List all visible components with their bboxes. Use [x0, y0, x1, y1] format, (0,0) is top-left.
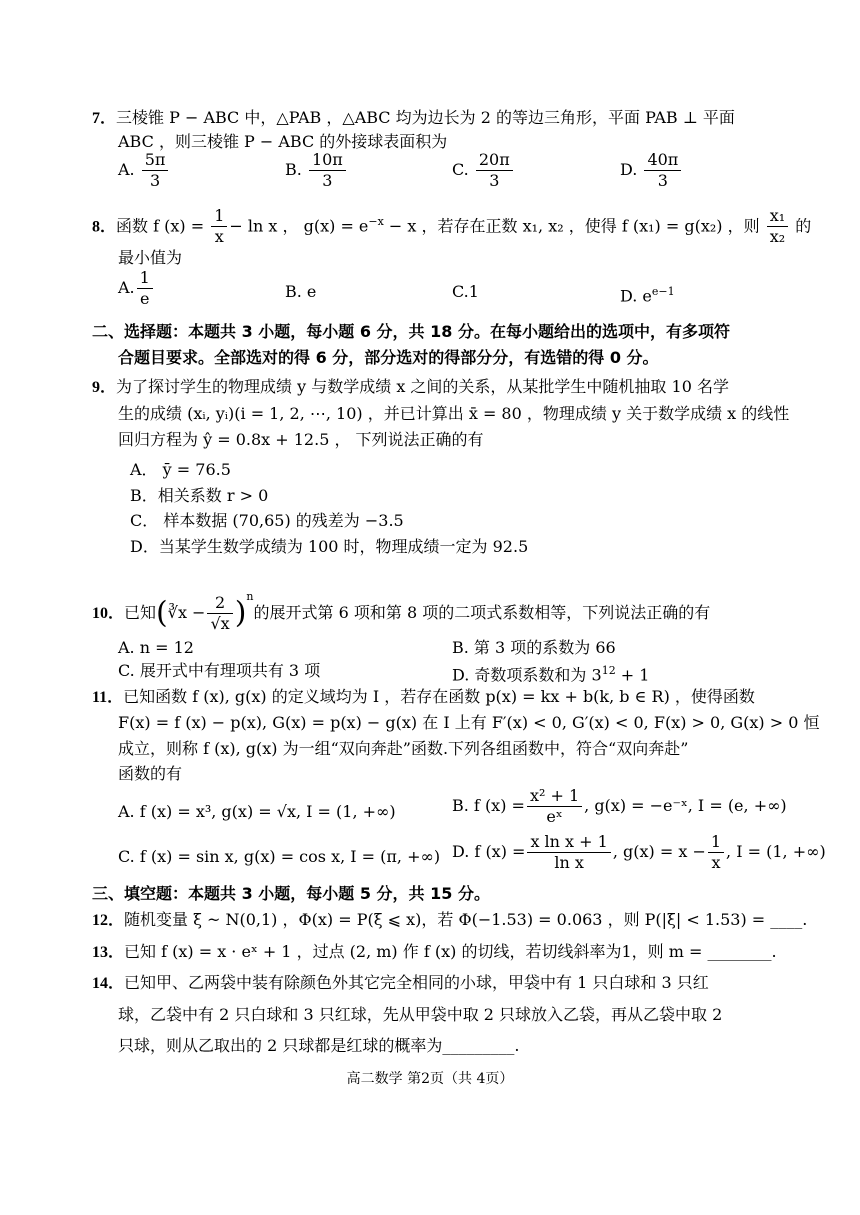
q9-line3: 回归方程为 ŷ = 0.8x + 12.5 ， 下列说法正确的有 [118, 430, 484, 449]
q7-option-b-label: B. [285, 160, 302, 179]
q10-exponent: n [246, 590, 254, 603]
q14-line1 [92, 971, 709, 996]
q10-option-d [452, 659, 649, 687]
q7-option-c-num: 20π [476, 150, 513, 171]
q7-option-b-num: 10π [309, 150, 346, 171]
q11-option-d [452, 832, 826, 873]
q8-line1 [92, 200, 811, 249]
q11-option-d-num2: 1 [708, 832, 724, 853]
q7-option-d-num: 40π [644, 150, 681, 171]
q10-option-d-sup: 12 [601, 664, 616, 677]
q7-option-b [285, 150, 348, 191]
q7-option-a-label: A. [118, 160, 135, 179]
q11-line1 [92, 685, 755, 710]
q7-option-d [620, 150, 683, 191]
q9-option-d: D．当某学生数学成绩为 100 时，物理成绩一定为 92.5 [130, 537, 529, 556]
q8-fraction-2 [767, 206, 788, 247]
q7-option-a-num: 5π [142, 150, 169, 171]
q8-option-c: C.1 [452, 282, 479, 301]
q12-text: 随机变量 ξ ~ N(0,1) ，Φ(x) = P(ξ ⩽ x)，若 Φ(−1.53) = 0.063 ，则 P(|ξ| < 1.53) = ____. [124, 910, 808, 929]
q10-fraction [207, 593, 232, 634]
q7-option-c-den: 3 [489, 171, 500, 190]
q7-option-a-den: 3 [149, 171, 161, 190]
q10-right-paren: ) [234, 595, 247, 631]
section-2-header-line2: 合题目要求。全部选对的得 6 分，部分选对的得部分分，有选错的得 0 分。 [118, 348, 659, 367]
q11-option-b-fraction [527, 786, 582, 827]
q11-option-d-fraction [527, 832, 610, 873]
q14-line2: 球，乙袋中有 2 只白球和 3 只红球，先从甲袋中取 2 只球放入乙袋，再从乙袋中取 2 [118, 1005, 723, 1024]
q12-number: 12． [92, 912, 125, 929]
q8-text-d: 的 [795, 216, 812, 236]
q11-option-b [452, 786, 787, 827]
q7-line2: ABC ，则三棱锥 P − ABC 的外接球表面积为 [118, 132, 448, 151]
q9-option-b: B．相关系数 r > 0 [130, 486, 269, 505]
q9-text-1: 为了探讨学生的物理成绩 y 与数学成绩 x 之间的关系，从某批学生中随机抽取 10 名学 [116, 377, 729, 396]
q12-line [92, 908, 807, 933]
q8-sup: −x [368, 215, 384, 228]
q10-option-b: B. 第 3 项的系数为 66 [452, 638, 616, 657]
q7-option-c-label: C. [452, 160, 469, 179]
q8-option-d-label: D. e [620, 286, 652, 306]
q9-option-c: C． 样本数据 (70,65) 的残差为 −3.5 [130, 511, 404, 530]
q7-line1 [92, 106, 735, 131]
q11-text-1: 已知函数 f (x), g(x) 的定义域均为 I ，若存在函数 p(x) = kx + b(k, b ∈ R) ，使得函数 [123, 687, 755, 706]
q8-option-a-num: 1 [137, 268, 153, 289]
q11-number: 11． [92, 689, 124, 706]
q13-line [92, 940, 777, 965]
q7-option-b-den: 3 [322, 171, 333, 190]
q11-option-d-num: x ln x + 1 [527, 832, 610, 853]
q9-number: 9． [92, 379, 117, 396]
q8-text-b: − ln x ， g(x) = e [229, 216, 369, 236]
q11-line4: 函数的有 [118, 764, 183, 783]
page-footer: 高二数学 第2页（共 4页） [346, 1071, 514, 1087]
q14-number: 14． [92, 975, 125, 992]
q8-option-a [118, 268, 155, 309]
q7-text-1: 三棱锥 P − ABC 中，△PAB ，△ABC 均为边长为 2 的等边三角形，平面 PAB ⊥ 平面 [116, 108, 735, 127]
q11-option-b-tail: , g(x) = −e⁻ˣ, I = (e, +∞) [584, 796, 787, 815]
section-3-header: 三、填空题：本题共 3 小题，每小题 5 分，共 15 分。 [92, 884, 490, 903]
q8-fraction-1-den: x [214, 227, 224, 247]
q11-line2: F(x) = f (x) − p(x), G(x) = p(x) − g(x) 在 I 上有 F′(x) < 0, G′(x) < 0, F(x) > 0, G(x) > 0 恒 [118, 713, 820, 732]
q11-option-d-text: D. f (x) = [452, 842, 526, 861]
q14-text-1: 已知甲、乙两袋中装有除颜色外其它完全相同的小球，甲袋中有 1 只白球和 3 只红 [124, 973, 709, 992]
q8-fraction-1-num: 1 [211, 206, 227, 227]
q10-option-a: A. n = 12 [118, 638, 194, 657]
q9-line1 [92, 375, 729, 400]
q10-number: 10． [92, 605, 125, 622]
q7-option-c [452, 150, 515, 191]
q7-number: 7． [92, 110, 117, 127]
section-2-header-line1: 二、选择题：本题共 3 小题，每小题 6 分，共 18 分。在每小题给出的选项中，有多项符 [92, 322, 730, 341]
q8-option-b: B. e [285, 282, 317, 301]
q10-tail: 的展开式第 6 项和第 8 项的二项式系数相等，下列说法正确的有 [253, 603, 711, 622]
q11-option-d-den2: x [711, 853, 721, 872]
q13-number: 13． [92, 944, 125, 961]
q14-line3: 只球，则从乙取出的 2 只球都是红球的概率为_________. [118, 1036, 520, 1055]
q10-fraction-num: 2 [207, 593, 232, 614]
q8-fraction-2-den: x₂ [769, 227, 786, 247]
q8-line2: 最小值为 [118, 248, 183, 267]
q11-line3: 成立，则称 f (x), g(x) 为一组“双向奔赴”函数.下列各组函数中，符合“双向奔赴” [118, 739, 689, 758]
q10-option-c: C. 展开式中有理项共有 3 项 [118, 661, 321, 680]
q10-fraction-den: √x [210, 614, 230, 633]
q10-root-expr: ∛x − [167, 603, 206, 622]
q9-option-a: A． ȳ = 76.5 [130, 460, 231, 479]
q10-lead: 已知 [124, 603, 157, 622]
q11-option-d-fraction-2 [708, 832, 724, 873]
q8-fraction-2-num: x₁ [767, 206, 788, 227]
q11-option-a: A. f (x) = x³, g(x) = √x, I = (1, +∞) [118, 802, 396, 821]
q8-text-a: 函数 f (x) = [116, 216, 205, 236]
q7-option-d-label: D. [620, 160, 638, 179]
q7-option-d-fraction [644, 150, 681, 191]
q7-option-a-fraction [142, 150, 169, 191]
q10-option-d-text: D. 奇数项系数和为 3 [452, 665, 602, 685]
q8-text-c: − x ，若存在正数 x₁, x₂ ，使得 f (x₁) = g(x₂) ，则 [383, 216, 760, 236]
q8-option-a-den: e [140, 289, 150, 308]
q10-option-d-tail: + 1 [615, 665, 650, 685]
q13-text: 已知 f (x) = x · eˣ + 1 ，过点 (2, m) 作 f (x) 的切线，若切线斜率为1，则 m = ________. [124, 942, 777, 961]
q7-option-d-den: 3 [657, 171, 668, 190]
q10-line1 [92, 574, 710, 637]
q11-option-b-num: x² + 1 [527, 786, 582, 807]
q8-option-d [620, 280, 675, 308]
q7-option-b-fraction [309, 150, 346, 191]
q11-option-b-den: eˣ [546, 807, 563, 826]
q8-option-d-sup: e−1 [651, 285, 675, 298]
q11-option-d-mid: , g(x) = x − [612, 842, 706, 861]
q8-option-a-label: A. [118, 278, 135, 297]
q7-option-a [118, 150, 170, 191]
q11-option-b-text: B. f (x) = [452, 796, 525, 815]
q8-fraction-1 [211, 206, 227, 247]
q8-number: 8． [92, 218, 117, 236]
q9-line2: 生的成绩 (xᵢ, yᵢ)(i = 1, 2, ⋯, 10) ，并已计算出 x̄ = 80 ，物理成绩 y 关于数学成绩 x 的线性 [118, 404, 790, 423]
q8-option-a-fraction [137, 268, 153, 309]
q11-option-c: C. f (x) = sin x, g(x) = cos x, I = (π, +∞) [118, 847, 441, 866]
q11-option-d-den: ln x [554, 853, 584, 872]
q7-option-c-fraction [476, 150, 513, 191]
q11-option-d-tail: , I = (1, +∞) [726, 842, 826, 861]
q10-left-paren: ( [156, 595, 168, 631]
